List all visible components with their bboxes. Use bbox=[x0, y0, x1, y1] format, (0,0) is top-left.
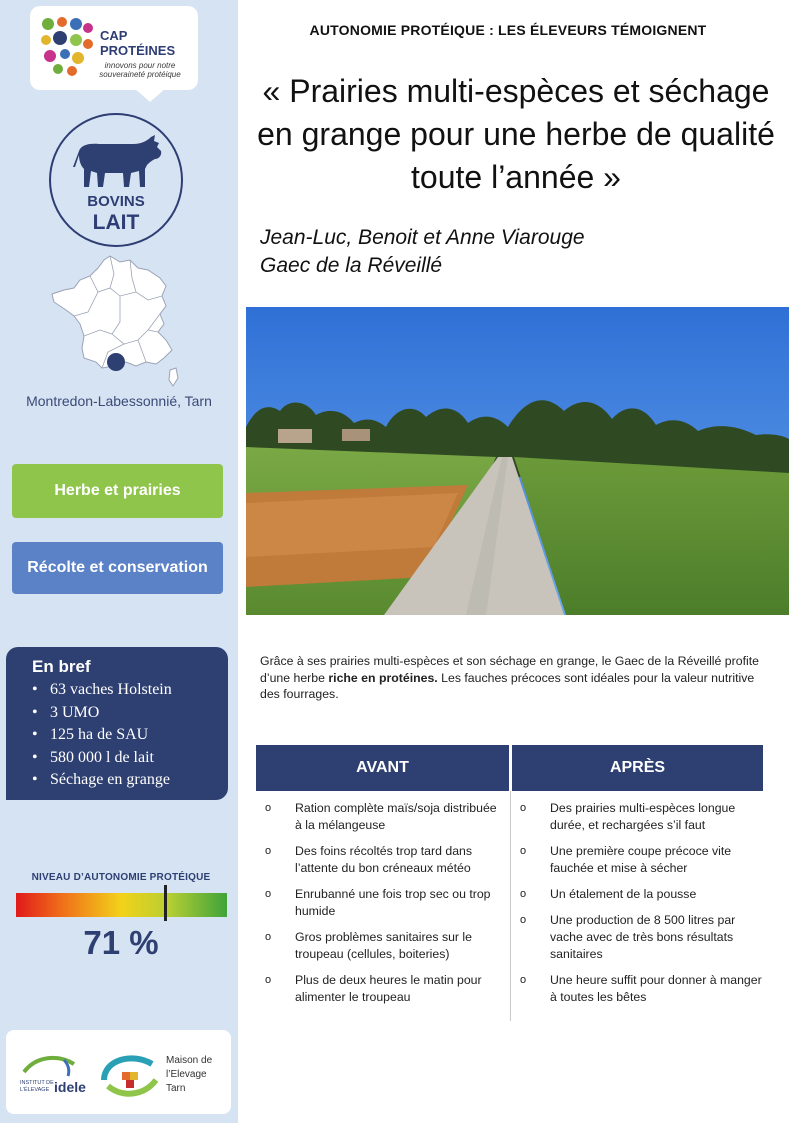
intro-part1: Grâce à ses prairies multi-espèces et son séchage en grange, le Gaec de la Réveillé profite d’une herbe bbox=[260, 654, 759, 685]
cap-proteines-logo bbox=[30, 6, 198, 90]
category-badge bbox=[49, 113, 183, 247]
partners-logos bbox=[6, 1030, 231, 1114]
apres-item: o Une production de 8 500 litres par vache avec de très bons résultats sanitaires bbox=[520, 912, 764, 963]
farm-road-photo bbox=[246, 307, 789, 615]
avant-item: o Ration complète maïs/soja distribuée à la mélangeuse bbox=[265, 800, 505, 834]
kicker: AUTONOMIE PROTÉIQUE : LES ÉLEVEURS TÉMOIGNENT bbox=[309, 22, 707, 38]
cow-icon bbox=[71, 129, 163, 193]
apres-list bbox=[520, 800, 764, 1015]
idele-logo bbox=[18, 1050, 88, 1100]
badge-line1: BOVINS bbox=[87, 193, 145, 210]
idele-brand: idele bbox=[54, 1079, 86, 1095]
maison-elevage-logo bbox=[98, 1050, 162, 1100]
location-marker bbox=[107, 353, 125, 371]
autonomy-gauge bbox=[16, 893, 227, 917]
apres-item: o Une heure suffit pour donner à manger à toutes les bêtes bbox=[520, 972, 764, 1006]
autonomy-value: 71 % bbox=[83, 924, 159, 961]
tag-herbe-prairies[interactable]: Herbe et prairies bbox=[12, 464, 223, 518]
column-header-apres: APRÈS bbox=[512, 745, 763, 791]
brief-item: • Séchage en grange bbox=[32, 769, 228, 792]
brief-item: • 125 ha de SAU bbox=[32, 724, 228, 747]
intro-part2: Les fauches précoces sont idéales pour la valeur nutritive des fourrages. bbox=[260, 670, 755, 701]
brief-item: • 580 000 l de lait bbox=[32, 747, 228, 770]
apres-item: o Un étalement de la pousse bbox=[520, 886, 764, 903]
apres-item: o Une première coupe précoce vite fauchée et mise à sécher bbox=[520, 843, 764, 877]
location-name: Montredon-Labessonnié, Tarn bbox=[26, 393, 212, 409]
avant-list bbox=[265, 800, 505, 1015]
sidebar bbox=[0, 0, 238, 1123]
intro-paragraph bbox=[260, 653, 760, 703]
avant-item: o Enrubanné une fois trop sec ou trop humide bbox=[265, 886, 505, 920]
column-header-avant: AVANT bbox=[256, 745, 509, 791]
animal-mosaic-icon bbox=[38, 14, 96, 78]
brief-title: En bref bbox=[32, 657, 91, 676]
autonomy-gauge-marker bbox=[164, 885, 167, 921]
avant-item: o Des foins récoltés trop tard dans l’attente du bon créneaux météo bbox=[265, 843, 505, 877]
badge-line2: LAIT bbox=[92, 211, 140, 234]
brief-box bbox=[6, 647, 228, 800]
farmers-names-line2: Gaec de la Réveillé bbox=[260, 254, 443, 277]
france-map bbox=[48, 252, 182, 388]
maison-elevage-name: Maison de l’Elevage Tarn bbox=[166, 1055, 213, 1094]
brief-list bbox=[32, 679, 228, 792]
autonomy-label: NIVEAU D’AUTONOMIE PROTÉIQUE bbox=[31, 872, 211, 883]
logo-title-line1: CAP bbox=[100, 28, 128, 43]
farmers-names-line1: Jean-Luc, Benoit et Anne Viarouge bbox=[260, 226, 585, 249]
page-title: « Prairies multi-espèces et séchage en grange pour une herbe de qualité toute l’année » bbox=[257, 73, 775, 195]
idele-line2: L’ÉLEVAGE bbox=[20, 1087, 50, 1093]
logo-tagline: innovons pour notre souveraineté protéique bbox=[99, 61, 181, 79]
brief-item: • 63 vaches Holstein bbox=[32, 679, 228, 702]
idele-line1: INSTITUT DE bbox=[20, 1080, 54, 1086]
column-divider bbox=[510, 791, 511, 1021]
logo-title-line2: PROTÉINES bbox=[100, 43, 176, 58]
brief-item: • 3 UMO bbox=[32, 702, 228, 725]
avant-item: o Gros problèmes sanitaires sur le troupeau (cellules, boiteries) bbox=[265, 929, 505, 963]
avant-item: o Plus de deux heures le matin pour alimenter le troupeau bbox=[265, 972, 505, 1006]
logo-title bbox=[100, 28, 175, 58]
farmers-names bbox=[260, 224, 585, 280]
apres-item: o Des prairies multi-espèces longue durée, et rechargées s’il faut bbox=[520, 800, 764, 834]
tag-recolte-conservation[interactable]: Récolte et conservation bbox=[12, 542, 223, 594]
intro-bold: riche en protéines. bbox=[328, 670, 438, 685]
